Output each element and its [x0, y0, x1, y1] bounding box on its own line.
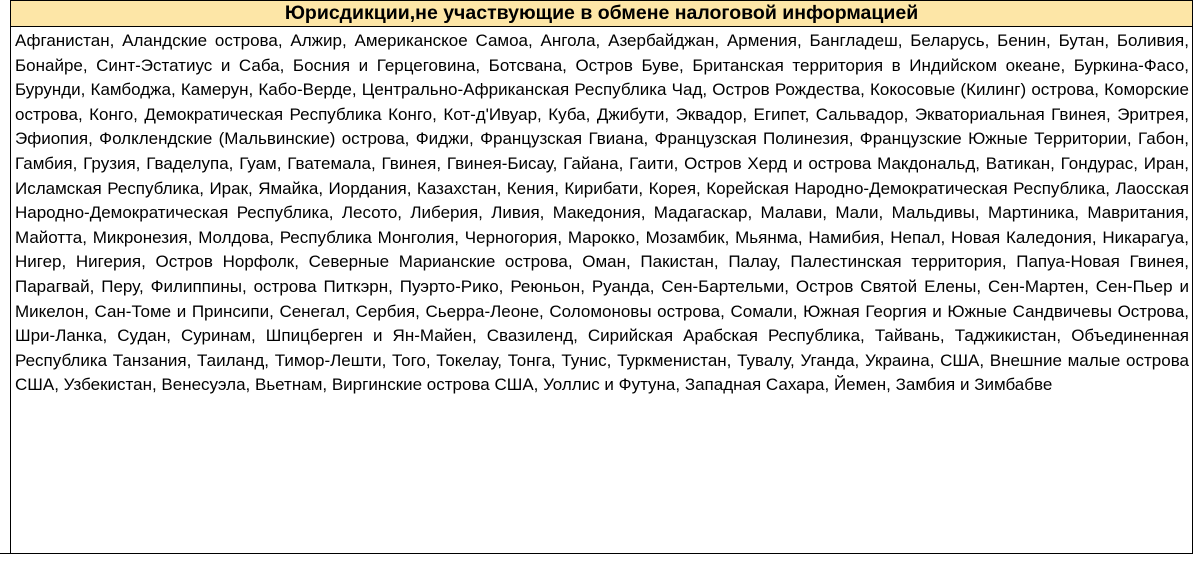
jurisdictions-list-cell[interactable]: [10, 27, 1193, 554]
table-header-title: Юрисдикции,не участвующие в обмене налоговой информацией: [284, 2, 919, 24]
jurisdictions-list-text: Афганистан, Аландские острова, Алжир, Американское Самоа, Ангола, Азербайджан, Армения, Бангладеш, Беларусь, Бенин, Бутан, Боливия, Бонайре, Синт-Эстатиус и Саба, Босния и Герцеговина, Ботсвана, Остров Буве, Британская территория в Индийском океане, Буркина-Фасо, Бурунди, Камбоджа, Камерун, Кабо-Верде, Центрально-Африканская Республика Чад, Остров Рождества, Кокосовые (Килинг) острова, Коморские острова, Конго, Демократическая Республика Конго, Кот-д'Ивуар, Куба, Джибути, Эквадор, Египет, Сальвадор, Экваториальная Гвинея, Эритрея, Эфиопия, Фолклендские (Мальвинские) острова, Фиджи, Французская Гвиана, Французская Полинезия, Французские Южные Территории, Габон, Гамбия, Грузия, Гваделупа, Гуам, Гватемала, Гвинея, Гвинея-Бисау, Гайана, Гаити, Остров Херд и острова Макдональд, Ватикан, Гондурас, Иран, Исламская Республика, Ирак, Ямайка, Иордания, Казахстан, Кения, Кирибати, Корея, Корейская Народно-Демократическая Республика, Лаосская Народно-Демократическая Республика, Лесото, Либерия, Ливия, Македония, Мадагаскар, Малави, Мали, Мальдивы, Мартиника, Мавритания, Майотта, Микронезия, Молдова, Республика Монголия, Черногория, Марокко, Мозамбик, Мьянма, Намибия, Непал, Новая Каледония, Никарагуа, Нигер, Нигерия, Остров Норфолк, Северные Марианские острова, Оман, Пакистан, Палау, Палестинская территория, Папуа-Новая Гвинея, Парагвай, Перу, Филиппины, острова Питкэрн, Пуэрто-Рико, Реюньон, Руанда, Сен-Бартельми, Остров Святой Елены, Сен-Мартен, Сен-Пьер и Микелон, Сан-Томе и Принсипи, Сенегал, Сербия, Сьерра-Леоне, Соломоновы острова, Сомали, Южная Георгия и Южные Сандвичевы Острова, Шри-Ланка, Судан, Суринам, Шпицберген и Ян-Майен, Свазиленд, Сирийская Арабская Республика, Тайвань, Таджикистан, Объединенная Республика Танзания, Таиланд, Тимор-Лешти, Того, Токелау, Тонга, Тунис, Туркменистан, Тувалу, Уганда, Украина, США, Внешние малые острова США, Узбекистан, Венесуэла, Вьетнам, Виргинские острова США, Уоллис и Футуна, Западная Сахара, Йемен, Замбия и Зимбабве: [15, 31, 1189, 395]
table-header-cell[interactable]: [10, 0, 1193, 27]
row-gridline: [0, 553, 11, 554]
